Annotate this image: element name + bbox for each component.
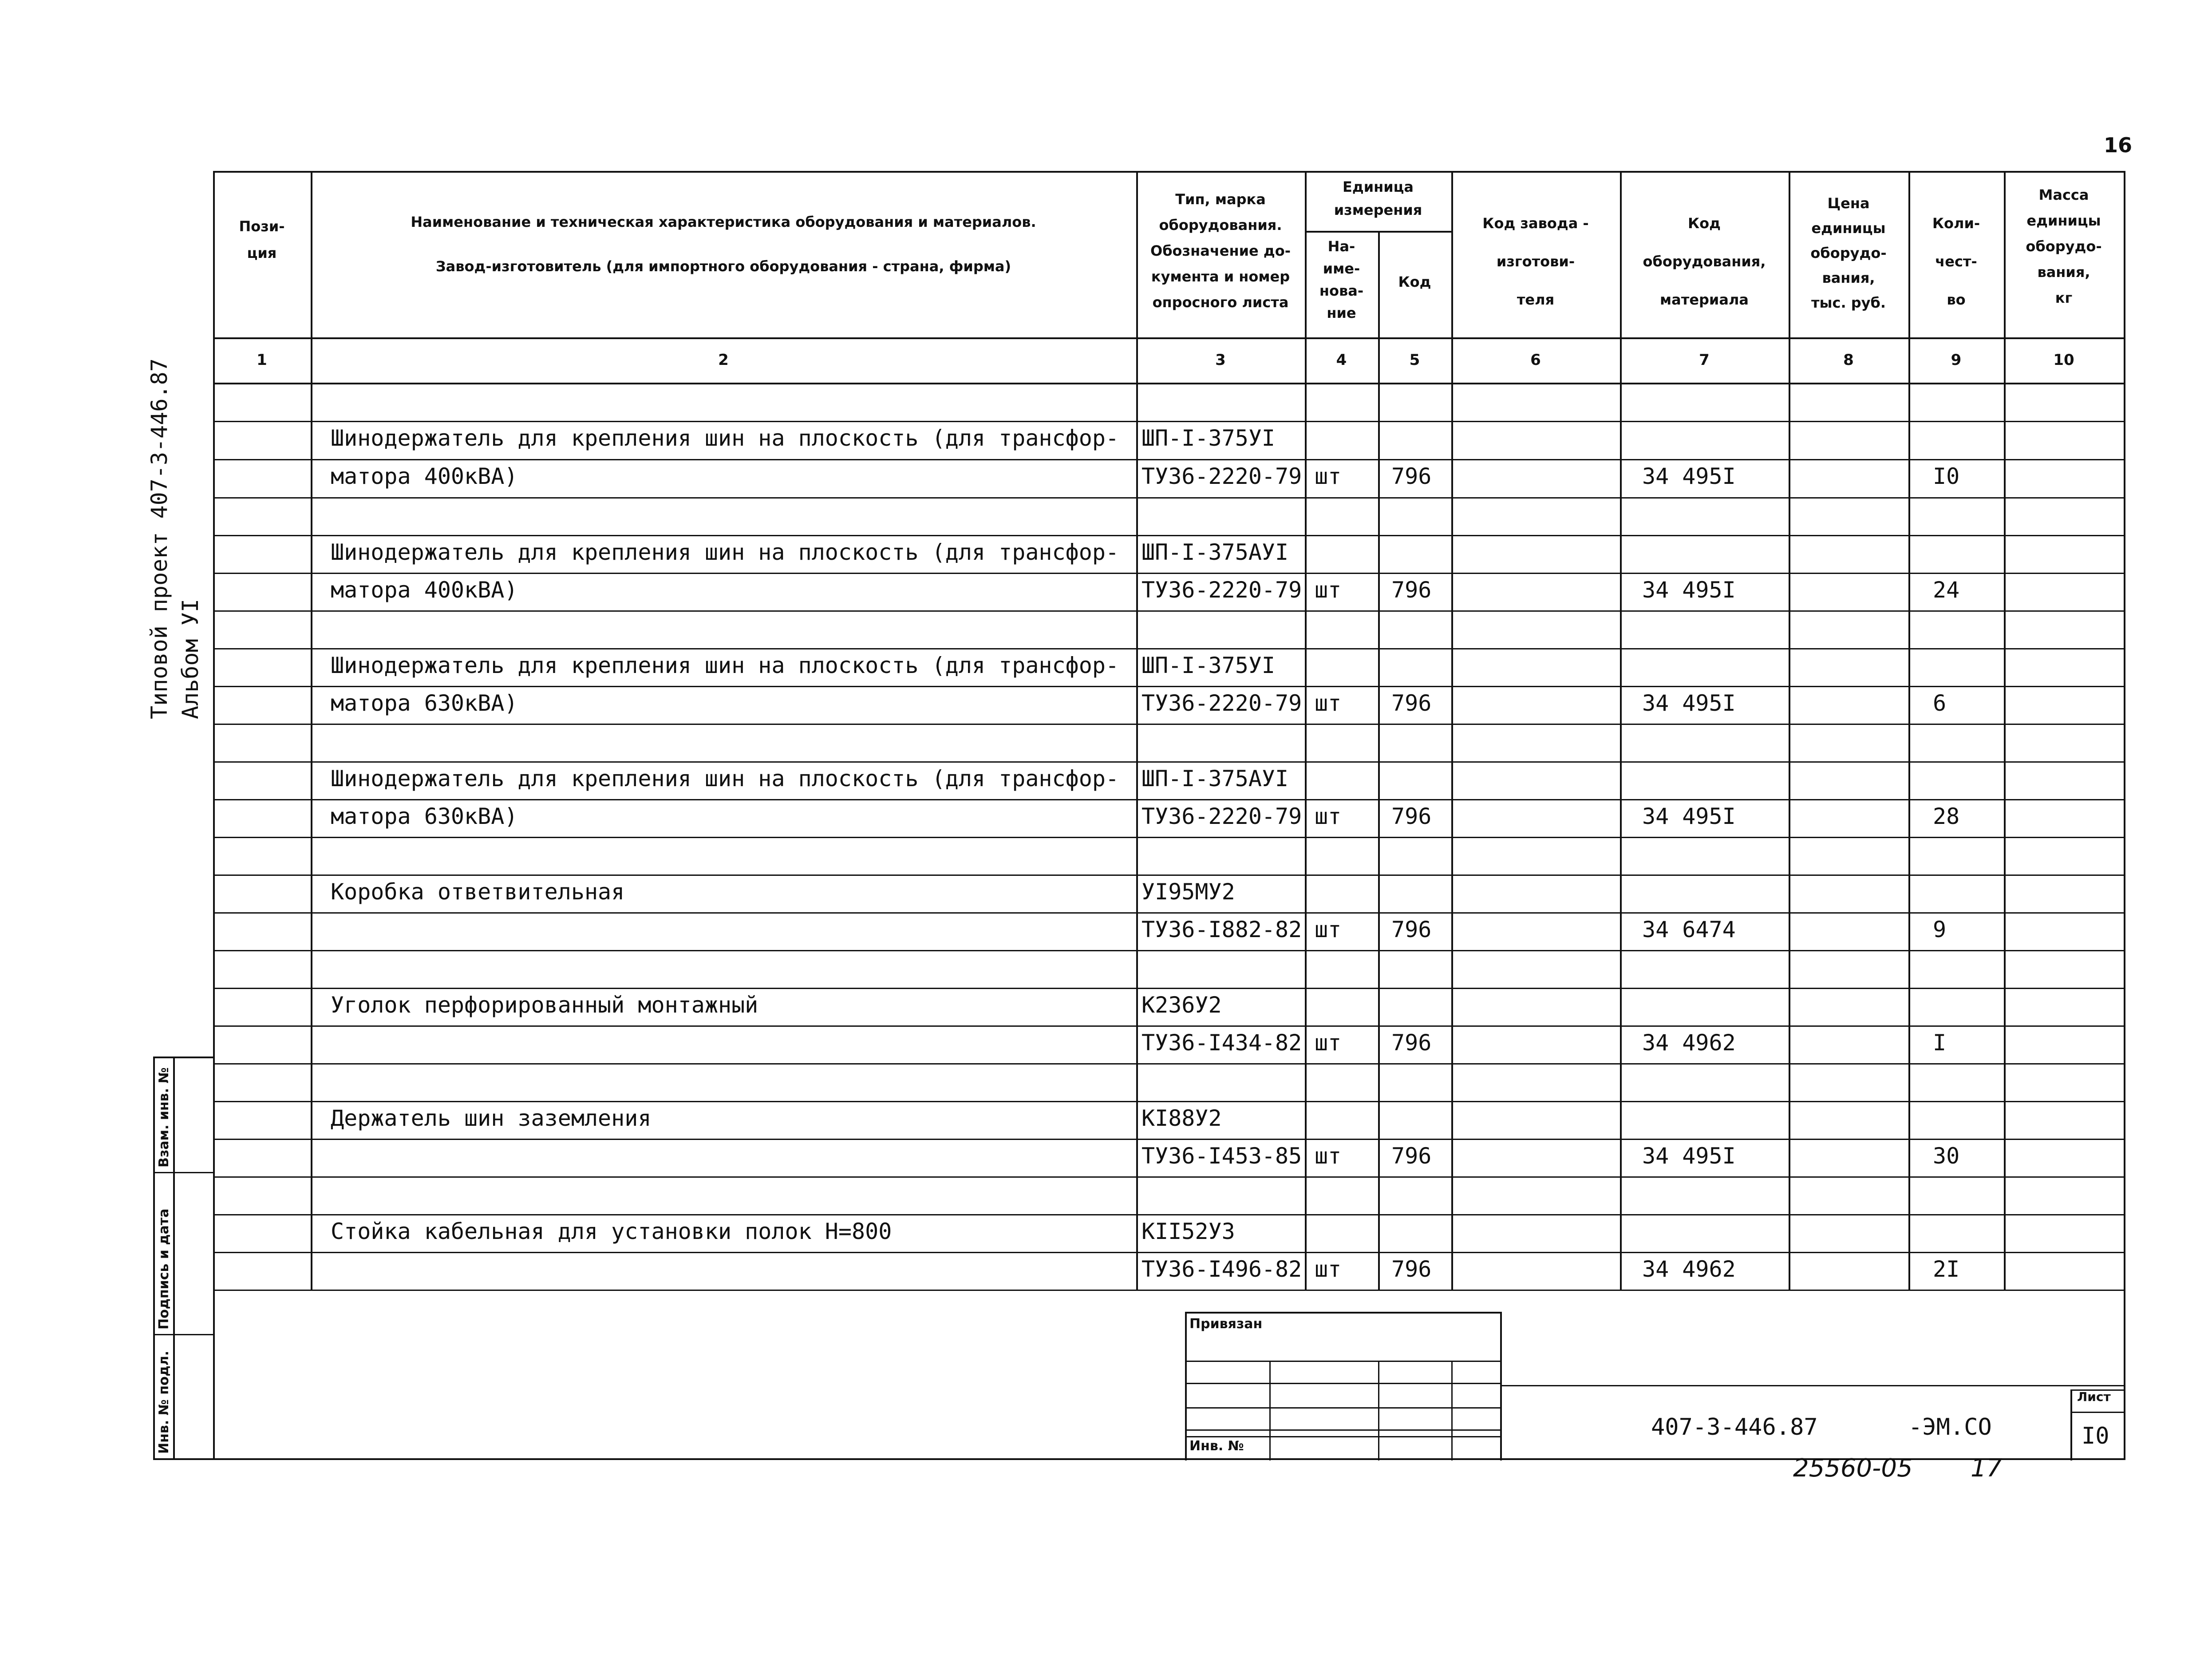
column-number: 4 bbox=[1336, 351, 1347, 369]
stamp-row-line bbox=[1185, 1407, 1500, 1409]
cell-unit: шт bbox=[1315, 917, 1342, 942]
cell-quantity: 30 bbox=[1933, 1143, 1960, 1169]
stamp-col-line bbox=[1378, 1361, 1379, 1460]
cell-name bbox=[331, 910, 1130, 949]
header-mass: Масса единицы оборудо- вания, кг bbox=[2026, 186, 2102, 306]
cell-unit: шт bbox=[1315, 577, 1342, 603]
cell-material-code: 34 495I bbox=[1642, 577, 1736, 603]
cell-name: Стойка кабельная для установки полок Н=800 bbox=[331, 1219, 892, 1244]
column-line bbox=[1378, 231, 1380, 1290]
row-line bbox=[213, 1290, 2124, 1291]
cell-type: К236У2 bbox=[1142, 992, 1222, 1018]
cell-name bbox=[331, 948, 1130, 986]
side-stamp-top bbox=[153, 1057, 213, 1058]
cell-unit: шт bbox=[1315, 690, 1342, 716]
cell-name: Шинодержатель для крепления шин на плоскость (для трансфор- bbox=[331, 653, 1119, 678]
cell-unit: шт bbox=[1315, 463, 1342, 489]
column-number: 2 bbox=[718, 351, 729, 369]
cell-name: Держатель шин заземления bbox=[331, 1105, 652, 1131]
frame-top bbox=[213, 171, 2125, 173]
archive-number: 25560-05 bbox=[1793, 1454, 1913, 1483]
sheet-label: Лист bbox=[2077, 1389, 2111, 1404]
cell-type: КI88У2 bbox=[1142, 1105, 1222, 1131]
cell-unit-code: 796 bbox=[1391, 577, 1432, 603]
cell-unit: шт bbox=[1315, 1143, 1342, 1169]
cell-name: матора 400кВА) bbox=[331, 577, 518, 603]
frame-right bbox=[2124, 171, 2125, 1460]
side-stamp-label: Инв. № подл. bbox=[156, 1350, 172, 1454]
cell-name: матора 630кВА) bbox=[331, 803, 518, 829]
page-number: 16 bbox=[2104, 133, 2133, 157]
side-stamp-left bbox=[153, 1057, 155, 1458]
cell-unit: шт bbox=[1315, 803, 1342, 829]
cell-material-code: 34 4962 bbox=[1642, 1256, 1736, 1282]
column-number: 10 bbox=[2053, 351, 2074, 369]
title-block-top bbox=[1500, 1385, 2124, 1386]
side-stamp-label: Подпись и дата bbox=[156, 1208, 172, 1330]
header-unit: Единица измерения bbox=[1334, 178, 1422, 218]
cell-unit-code: 796 bbox=[1391, 690, 1432, 716]
cell-type: ШП-I-375АУI bbox=[1142, 539, 1289, 565]
stamp-row-line bbox=[1185, 1436, 1500, 1437]
column-number: 5 bbox=[1409, 351, 1420, 369]
cell-type: ТУ36-I453-85 bbox=[1142, 1143, 1302, 1169]
cell-name bbox=[331, 495, 1130, 534]
cell-quantity: I bbox=[1933, 1030, 1947, 1056]
cell-name bbox=[331, 835, 1130, 873]
cell-unit-code: 796 bbox=[1391, 463, 1432, 489]
cell-type: ТУ36-I434-82 bbox=[1142, 1030, 1302, 1056]
cell-type: ТУ36-2220-79 bbox=[1142, 803, 1302, 829]
cell-quantity: 2I bbox=[1933, 1256, 1960, 1282]
cell-type: ТУ36-2220-79 bbox=[1142, 577, 1302, 603]
cell-material-code: 34 495I bbox=[1642, 690, 1736, 716]
header-position: Пози- ция bbox=[239, 218, 285, 261]
cell-material-code: 34 495I bbox=[1642, 803, 1736, 829]
header-unit-name: На- име- нова- ние bbox=[1319, 238, 1364, 321]
header-qty: Коли- чест- во bbox=[1932, 215, 1980, 308]
cell-material-code: 34 6474 bbox=[1642, 917, 1736, 942]
side-title-line2: Альбом УI bbox=[178, 599, 203, 719]
cell-name: Коробка ответвительная bbox=[331, 879, 625, 905]
column-number: 8 bbox=[1843, 351, 1854, 369]
cell-name bbox=[331, 722, 1130, 760]
cell-name: Уголок перфорированный монтажный bbox=[331, 992, 758, 1018]
column-number: 9 bbox=[1951, 351, 1962, 369]
cell-type: ТУ36-2220-79 bbox=[1142, 463, 1302, 489]
cell-name bbox=[331, 1175, 1130, 1213]
archive-page: 17 bbox=[1971, 1454, 2003, 1483]
cell-name: Шинодержатель для крепления шин на плоскость (для трансфор- bbox=[331, 766, 1119, 791]
cell-material-code: 34 4962 bbox=[1642, 1030, 1736, 1056]
cell-name bbox=[331, 1137, 1130, 1175]
sheet-number: I0 bbox=[2082, 1423, 2109, 1449]
cell-type: ШП-I-375АУI bbox=[1142, 766, 1289, 791]
cell-type: ТУ36-I882-82 bbox=[1142, 917, 1302, 942]
cell-quantity: 9 bbox=[1933, 917, 1947, 942]
cell-name: Шинодержатель для крепления шин на плоскость (для трансфор- bbox=[331, 539, 1119, 565]
cell-unit: шт bbox=[1315, 1256, 1342, 1282]
cell-type: УI95МУ2 bbox=[1142, 879, 1235, 905]
header-unit-code: Код bbox=[1398, 273, 1431, 290]
sheet-box-left bbox=[2070, 1389, 2072, 1460]
cell-material-code: 34 495I bbox=[1642, 463, 1736, 489]
header-price: Цена единицы оборудо- вания, тыс. руб. bbox=[1810, 195, 1887, 311]
column-number: 1 bbox=[257, 351, 267, 369]
sheet-box-divider bbox=[2070, 1412, 2124, 1413]
cell-name bbox=[331, 609, 1130, 647]
cell-name bbox=[331, 381, 1130, 419]
header-name-line1: Наименование и техническая характеристика оборудования и материалов. bbox=[411, 214, 1036, 230]
cell-name bbox=[331, 1024, 1130, 1062]
cell-material-code: 34 495I bbox=[1642, 1143, 1736, 1169]
stamp-row-line bbox=[1185, 1383, 1500, 1384]
cell-unit: шт bbox=[1315, 1030, 1342, 1056]
cell-type: ШП-I-375УI bbox=[1142, 653, 1276, 678]
cell-type: ТУ36-2220-79 bbox=[1142, 690, 1302, 716]
cell-quantity: 24 bbox=[1933, 577, 1960, 603]
cell-unit-code: 796 bbox=[1391, 1030, 1432, 1056]
cell-name bbox=[331, 1061, 1130, 1100]
cell-type: ШП-I-375УI bbox=[1142, 425, 1276, 451]
cell-unit-code: 796 bbox=[1391, 1256, 1432, 1282]
header-name-line2: Завод-изготовитель (для импортного оборудования - страна, фирма) bbox=[435, 258, 1011, 275]
cell-name bbox=[331, 1250, 1130, 1288]
stamp-col-line bbox=[1269, 1361, 1271, 1460]
cell-type: КII52У3 bbox=[1142, 1219, 1235, 1244]
header-factory-code: Код завода - изготови- теля bbox=[1482, 215, 1589, 308]
stamp-inv-no: Инв. № bbox=[1189, 1438, 1244, 1454]
document-suffix: -ЭМ.СО bbox=[1908, 1414, 1992, 1440]
cell-quantity: I0 bbox=[1933, 463, 1960, 489]
side-stamp-inner bbox=[173, 1057, 175, 1458]
cell-type: ТУ36-I496-82 bbox=[1142, 1256, 1302, 1282]
side-stamp-divider bbox=[153, 1334, 213, 1335]
side-title-line1: Типовой проект 407-3-446.87 bbox=[146, 358, 172, 719]
stamp-privyazan: Привязан bbox=[1189, 1316, 1263, 1332]
stamp-row-line bbox=[1185, 1361, 1500, 1362]
side-stamp-bottom bbox=[153, 1458, 213, 1460]
side-stamp-label: Взам. инв. № bbox=[156, 1067, 172, 1167]
cell-name: матора 630кВА) bbox=[331, 690, 518, 716]
cell-name: матора 400кВА) bbox=[331, 463, 518, 489]
cell-unit-code: 796 bbox=[1391, 803, 1432, 829]
document-code: 407-3-446.87 bbox=[1651, 1414, 1818, 1440]
stamp-row-line bbox=[1185, 1429, 1500, 1431]
cell-quantity: 6 bbox=[1933, 690, 1947, 716]
stamp-left bbox=[1185, 1312, 1187, 1460]
side-stamp-divider bbox=[153, 1172, 213, 1173]
cell-unit-code: 796 bbox=[1391, 917, 1432, 942]
stamp-col-line bbox=[1451, 1361, 1453, 1460]
cell-unit-code: 796 bbox=[1391, 1143, 1432, 1169]
cell-name: Шинодержатель для крепления шин на плоскость (для трансфор- bbox=[331, 425, 1119, 451]
cell-quantity: 28 bbox=[1933, 803, 1960, 829]
column-number: 6 bbox=[1530, 351, 1541, 369]
column-number: 3 bbox=[1215, 351, 1226, 369]
column-number: 7 bbox=[1699, 351, 1710, 369]
stamp-top bbox=[1185, 1312, 1500, 1314]
header-material-code: Код оборудования, материала bbox=[1643, 215, 1766, 308]
header-type: Тип, марка оборудования. Обозначение до- кумента и номер опросного листа bbox=[1150, 191, 1291, 311]
